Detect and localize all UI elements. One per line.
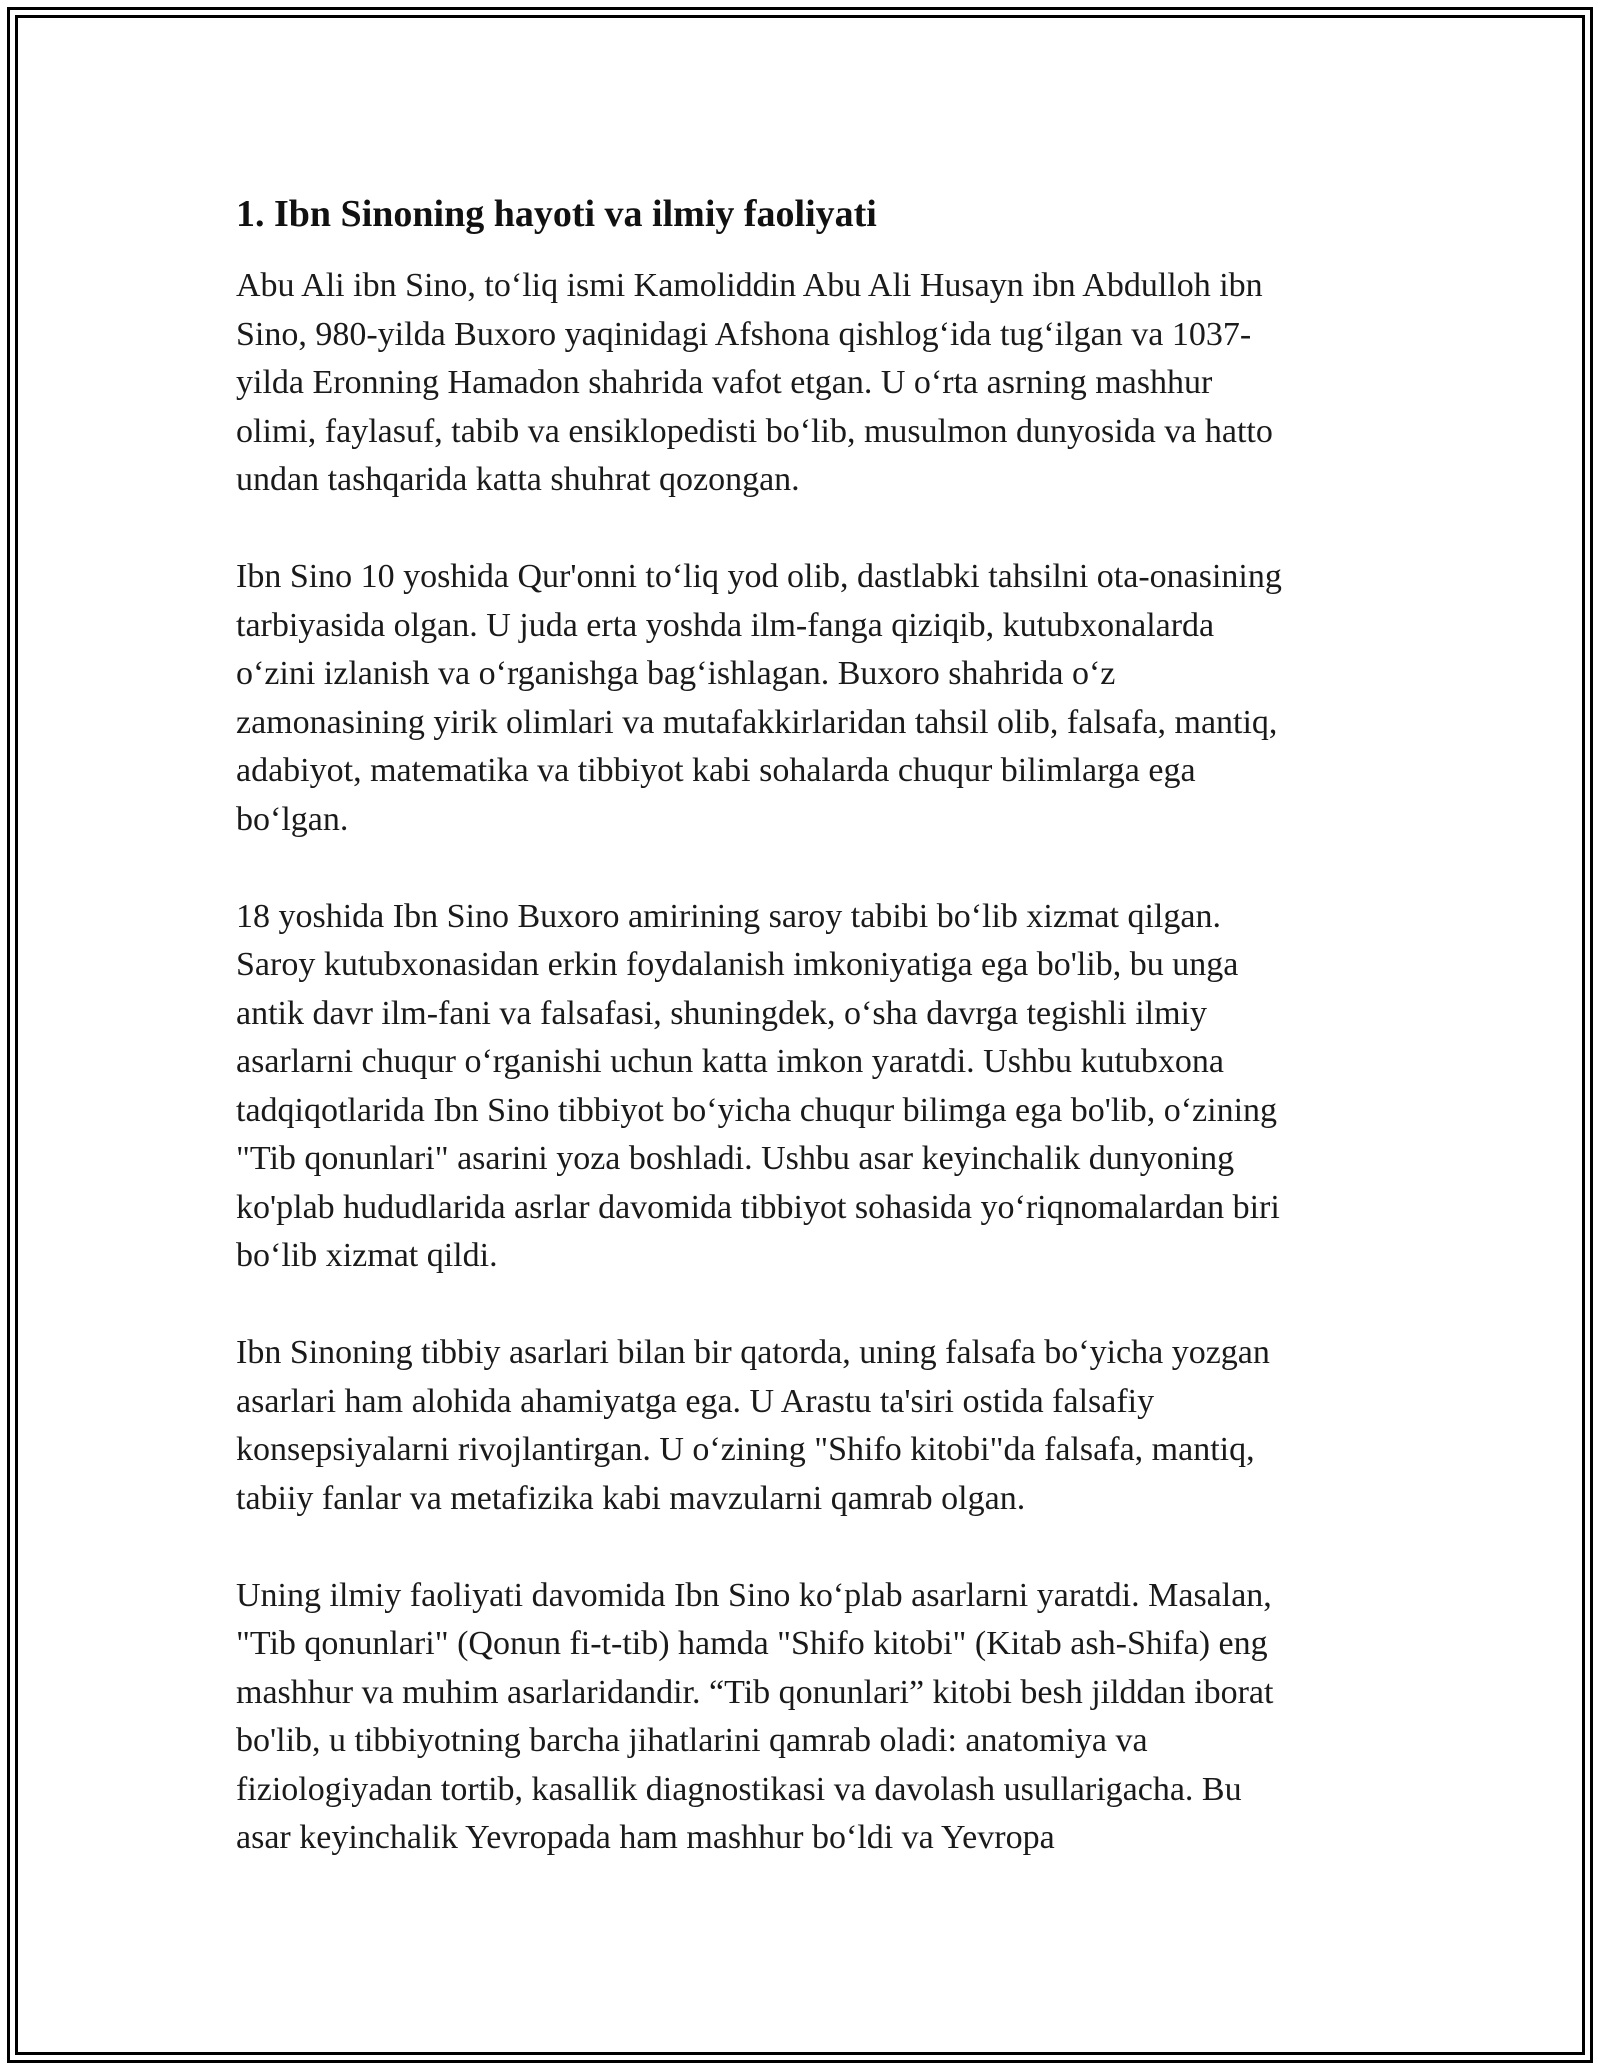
section-heading: 1. Ibn Sinoning hayoti va ilmiy faoliyati (236, 193, 877, 235)
text-line: asarlarni chuqur o‘rganishi uchun katta imkon yaratdi. Ushbu kutubxona (236, 1043, 1224, 1080)
text-line: 18 yoshida Ibn Sino Buxoro amirining saroy tabibi bo‘lib xizmat qilgan. (236, 897, 1221, 935)
text-line: tabiiy fanlar va metafizika kabi mavzularni qamrab olgan. (236, 1479, 1026, 1517)
text-line: asar keyinchalik Yevropada ham mashhur bo‘ldi va Yevropa (236, 1819, 1055, 1856)
text-line: adabiyot, matematika va tibbiyot kabi sohalarda chuqur bilimlarga ega (236, 752, 1196, 789)
text-line: antik davr ilm-fani va falsafasi, shuningdek, o‘sha davrga tegishli ilmiy (236, 994, 1207, 1032)
text-line: "Tib qonunlari" (Qonun fi-t-tib) hamda "Shifo kitobi" (Kitab ash-Shifa) eng (236, 1625, 1268, 1662)
paragraph-birth-and-fame (236, 262, 1376, 505)
text-line: undan tashqarida katta shuhrat qozongan. (236, 461, 800, 498)
text-line: Sino, 980-yilda Buxoro yaqinidagi Afshona qishlog‘ida tug‘ilgan va 1037- (236, 315, 1252, 353)
text-line: Ibn Sino 10 yoshida Qur'onni to‘liq yod olib, dastlabki tahsilni ota-onasining (236, 558, 1282, 595)
text-line: bo‘lgan. (236, 800, 349, 838)
text-line: o‘zini izlanish va o‘rganishga bag‘ishlagan. Buxoro shahrida o‘z (236, 655, 1116, 692)
text-line: tarbiyasida olgan. U juda erta yoshda ilm-fanga qiziqib, kutubxonalarda (236, 606, 1215, 644)
text-line: konsepsiyalarni rivojlantirgan. U o‘zining "Shifo kitobi"da falsafa, mantiq, (236, 1431, 1255, 1468)
text-line: tadqiqotlarida Ibn Sino tibbiyot bo‘yicha chuqur bilimga ega bo'lib, o‘zining (236, 1091, 1278, 1129)
text-line: olimi, faylasuf, tabib va ensiklopedisti bo‘lib, musulmon dunyosida va hatto (236, 412, 1273, 450)
paragraph-philosophy (236, 1329, 1376, 1523)
text-line: Abu Ali ibn Sino, to‘liq ismi Kamoliddin Abu Ali Husayn ibn Abdulloh ibn (236, 267, 1263, 304)
text-line: zamonasining yirik olimlari va mutafakkirlaridan tahsil olib, falsafa, mantiq, (236, 703, 1278, 741)
paragraph-court-physician (236, 893, 1376, 1281)
text-line: asarlari ham alohida ahamiyatga ega. U Arastu ta'siri ostida falsafiy (236, 1382, 1155, 1420)
text-line: fiziologiyadan tortib, kasallik diagnostikasi va davolash usullarigacha. Bu (236, 1770, 1242, 1808)
text-line: Saroy kutubxonasidan erkin foydalanish imkoniyatiga ega bo'lib, bu unga (236, 946, 1239, 983)
paragraph-major-works (236, 1572, 1376, 1863)
text-line: Uning ilmiy faoliyati davomida Ibn Sino ko‘plab asarlarni yaratdi. Masalan, (236, 1576, 1272, 1614)
text-line: yilda Eronning Hamadon shahrida vafot etgan. U o‘rta asrning mashhur (236, 364, 1213, 401)
text-line: bo'lib, u tibbiyotning barcha jihatlarini qamrab oladi: anatomiya va (236, 1722, 1148, 1759)
text-line: Ibn Sinoning tibbiy asarlari bilan bir qatorda, uning falsafa bo‘yicha yozgan (236, 1334, 1270, 1371)
text-line: bo‘lib xizmat qildi. (236, 1237, 498, 1274)
document-page (236, 186, 1376, 1911)
paragraph-education (236, 553, 1376, 844)
text-line: mashhur va muhim asarlaridandir. “Tib qonunlari” kitobi besh jilddan iborat (236, 1673, 1274, 1711)
text-line: ko'plab hududlarida asrlar davomida tibbiyot sohasida yo‘riqnomalardan biri (236, 1188, 1280, 1226)
text-line: "Tib qonunlari" asarini yoza boshladi. Ushbu asar keyinchalik dunyoning (236, 1140, 1235, 1177)
